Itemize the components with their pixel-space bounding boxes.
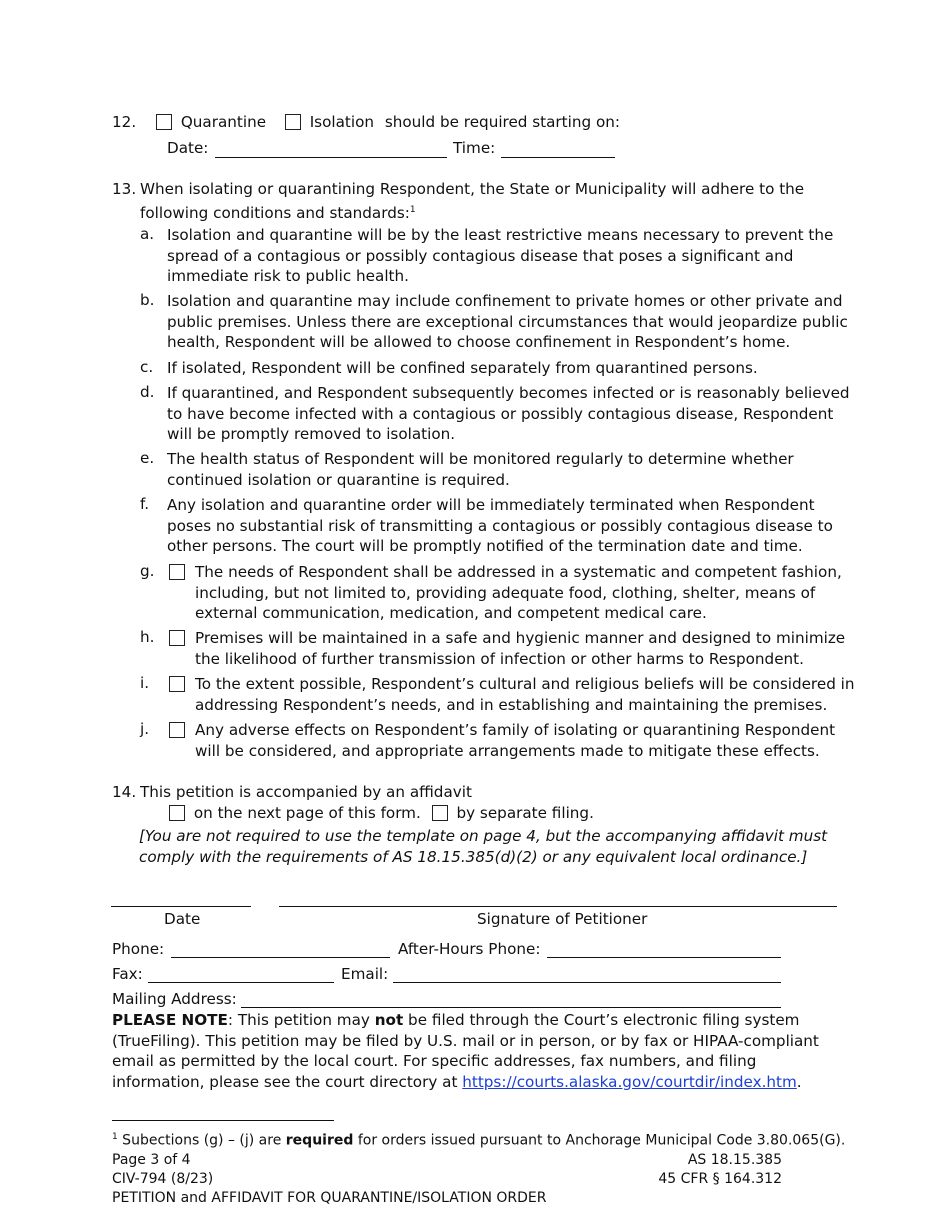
item12-number: 12. xyxy=(112,113,137,131)
condition-e xyxy=(140,449,860,490)
fax-field[interactable] xyxy=(148,982,334,983)
isolation-label: Isolation xyxy=(309,113,375,131)
phone-field[interactable] xyxy=(171,957,390,958)
condition-a xyxy=(140,225,860,287)
item12-suffix: should be required starting on: xyxy=(384,113,620,131)
condition-text: Any isolation and quarantine order will be immediately terminated when Respondent poses no substantial risk of transmitting a contagious or possibly contagious disease to other persons. The court will be promptly notified of the termination date and time. xyxy=(167,496,833,555)
condition-text: To the extent possible, Respondent’s cultural and religious beliefs will be considered in addressing Respondent’s needs, and in establishing and maintaining the premises. xyxy=(195,675,855,714)
condition-h xyxy=(140,628,860,669)
time-field[interactable] xyxy=(501,157,615,158)
condition-letter: e. xyxy=(140,449,155,467)
date-field[interactable] xyxy=(215,157,447,158)
quarantine-label: Quarantine xyxy=(180,113,267,131)
phone-label: Phone: xyxy=(112,940,165,958)
time-label: Time: xyxy=(453,139,496,157)
separate-filing-label: by separate filing. xyxy=(456,804,594,822)
condition-letter: i. xyxy=(140,674,150,692)
court-directory-link[interactable]: https://courts.alaska.gov/courtdir/index.htm xyxy=(462,1072,797,1091)
item14-text: This petition is accompanied by an affidavit xyxy=(140,783,472,801)
filing-notice xyxy=(112,1010,840,1092)
item13-intro-line2 xyxy=(140,200,416,223)
date-label: Date: xyxy=(167,139,209,157)
signature-line[interactable] xyxy=(279,906,837,907)
condition-d xyxy=(140,383,860,445)
separate-filing-checkbox[interactable] xyxy=(432,805,448,821)
condition-j xyxy=(140,720,860,761)
condition-g xyxy=(140,562,860,624)
footnote-part2: for orders issued pursuant to Anchorage Municipal Code 3.80.065(G). xyxy=(353,1132,846,1149)
after-hours-label: After-Hours Phone: xyxy=(398,940,541,958)
notice-not: not xyxy=(374,1011,404,1029)
item14-number: 14. xyxy=(112,783,137,801)
email-field[interactable] xyxy=(393,982,781,983)
email-label: Email: xyxy=(341,965,389,983)
footnote-mark: 1 xyxy=(112,1132,118,1142)
notice-part1: : This petition may xyxy=(227,1011,375,1029)
date-caption: Date xyxy=(164,910,201,928)
signature-caption: Signature of Petitioner xyxy=(477,910,648,928)
condition-h-checkbox[interactable] xyxy=(169,630,185,646)
condition-c xyxy=(140,358,860,379)
condition-letter: c. xyxy=(140,358,154,376)
affidavit-note-line1: [You are not required to use the template on page 4, but the accompanying affidavit must xyxy=(139,827,828,845)
next-page-checkbox[interactable] xyxy=(169,805,185,821)
condition-letter: h. xyxy=(140,628,155,646)
mailing-label: Mailing Address: xyxy=(112,990,237,1008)
condition-letter: g. xyxy=(140,562,155,580)
date-signature-line[interactable] xyxy=(111,906,251,907)
condition-j-checkbox[interactable] xyxy=(169,722,185,738)
mailing-field[interactable] xyxy=(241,1007,781,1008)
fax-label: Fax: xyxy=(112,965,143,983)
form-title: PETITION and AFFIDAVIT FOR QUARANTINE/ISOLATION ORDER xyxy=(112,1190,547,1206)
condition-f xyxy=(140,495,860,557)
form-id: CIV-794 (8/23) xyxy=(112,1171,214,1187)
notice-part2: be filed through the Court’s electronic filing system (TrueFiling). This petition may be filed by U.S. mail or in person, or by fax or HIPAA-compliant email as permitted by the local court. For specific addresses, fax numbers, and filing information, please see the court directory at xyxy=(112,1011,819,1091)
next-page-label: on the next page of this form. xyxy=(193,804,421,822)
condition-letter: a. xyxy=(140,225,155,243)
item13-intro-line1: When isolating or quarantining Respondent, the State or Municipality will adhere to the xyxy=(140,180,805,198)
footnote-divider xyxy=(112,1120,334,1121)
condition-letter: f. xyxy=(140,495,150,513)
condition-i xyxy=(140,674,860,715)
condition-text: If quarantined, and Respondent subsequently becomes infected or is reasonably believed to have become infected with a contagious or possibly contagious disease, Respondent will be promptly removed to isolation. xyxy=(167,384,850,443)
condition-letter: j. xyxy=(140,720,150,738)
after-hours-field[interactable] xyxy=(547,957,781,958)
affidavit-note-line2: comply with the requirements of AS 18.15.385(d)(2) or any equivalent local ordinance.] xyxy=(139,848,808,866)
condition-text: Any adverse effects on Respondent’s family of isolating or quarantining Respondent will be considered, and appropriate arrangements made to mitigate these effects. xyxy=(195,721,836,760)
condition-text: The health status of Respondent will be monitored regularly to determine whether continued isolation or quarantine is required. xyxy=(167,450,794,489)
condition-text: Isolation and quarantine will be by the least restrictive means necessary to prevent the spread of a contagious or possibly contagious disease that poses a significant and immediate risk to public health. xyxy=(167,226,834,285)
quarantine-checkbox[interactable] xyxy=(156,114,172,130)
affidavit-options xyxy=(169,803,594,823)
page-number: Page 3 of 4 xyxy=(112,1152,191,1168)
footnote-part1: Subections (g) – (j) are xyxy=(117,1132,286,1149)
statute-ref: AS 18.15.385 xyxy=(687,1152,782,1168)
footnote xyxy=(112,1127,845,1151)
item13-number: 13. xyxy=(112,180,137,198)
cfr-ref: 45 CFR § 164.312 xyxy=(658,1171,782,1187)
footnote-ref: 1 xyxy=(409,205,416,215)
item12-row xyxy=(156,112,620,132)
condition-letter: d. xyxy=(140,383,155,401)
condition-text: If isolated, Respondent will be confined separately from quarantined persons. xyxy=(167,359,758,377)
condition-g-checkbox[interactable] xyxy=(169,564,185,580)
condition-text: The needs of Respondent shall be addressed in a systematic and competent fashion, including, but not limited to, providing adequate food, clothing, shelter, means of external communication, medication, and competent medical care. xyxy=(195,563,842,622)
condition-text: Isolation and quarantine may include confinement to private homes or other private and public premises. Unless there are exceptional circumstances that would jeopardize public health, Respondent will be allowed to choose confinement in Respondent’s home. xyxy=(167,292,848,351)
isolation-checkbox[interactable] xyxy=(285,114,301,130)
condition-letter: b. xyxy=(140,291,155,309)
footnote-required: required xyxy=(285,1132,354,1149)
condition-text: Premises will be maintained in a safe and hygienic manner and designed to minimize the likelihood of further transmission of infection or other harms to Respondent. xyxy=(195,629,846,668)
condition-i-checkbox[interactable] xyxy=(169,676,185,692)
notice-end: . xyxy=(796,1072,802,1091)
condition-b xyxy=(140,291,860,353)
notice-lead: PLEASE NOTE xyxy=(112,1011,228,1029)
item13-intro-text: following conditions and standards: xyxy=(140,204,410,223)
